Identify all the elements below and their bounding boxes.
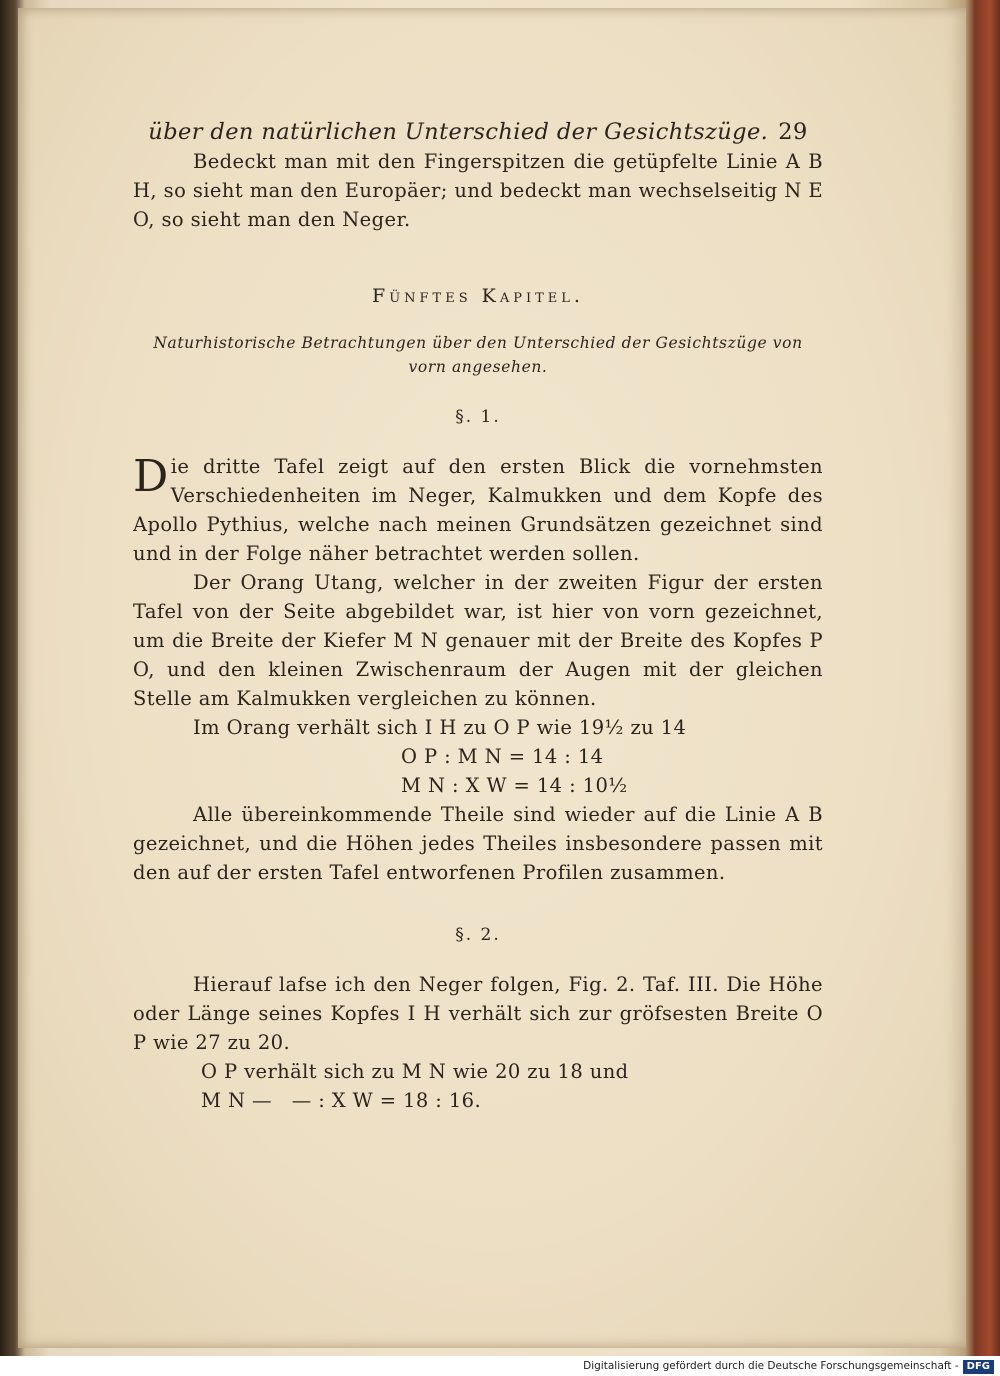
equation-1: Im Orang verhält sich I H zu O P wie 19½ zu 14: [193, 716, 687, 739]
paragraph-2: Der Orang Utang, welcher in der zweiten Figur der ersten Tafel von der Seite abgebildet war, ist hier von vorn gezeichnet, um die Breite der Kiefer M N genauer mit der Breite des Kopfes P O, und den kleinen Zwischenraum der Augen mit der gleichen Stelle am Kalmukken vergleichen zu können.: [133, 571, 823, 710]
section-heading-1: §. 1.: [455, 407, 501, 427]
footer-credit: Digitalisierung gefördert durch die Deutsche Forschungsgemeinschaft -: [583, 1360, 959, 1372]
book-page: [18, 8, 966, 1348]
chapter-title: Fünftes Kapitel.: [372, 285, 584, 307]
dfg-logo: DFG: [963, 1360, 994, 1374]
section-heading-2: §. 2.: [455, 925, 501, 945]
equation-2: O P : M N = 14 : 14: [401, 745, 604, 768]
paragraph-4: Hierauf lafse ich den Neger folgen, Fig. 2. Taf. III. Die Höhe oder Länge seines Kopfes I H verhält sich zur gröfsesten Breite O P wie 27 zu 20.: [133, 973, 823, 1054]
page-number: 29: [778, 119, 808, 145]
paragraph-3: Alle übereinkommende Theile sind wieder auf die Linie A B gezeichnet, und die Höhen jedes Theiles insbesondere passen mit den auf der ersten Tafel entworfenen Profilen zusammen.: [133, 803, 823, 884]
equation-4: O P verhält sich zu M N wie 20 zu 18 und: [201, 1060, 629, 1083]
page-text: [133, 118, 823, 1115]
paragraph-intro: Bedeckt man mit den Fingerspitzen die getüpfelte Linie A B H, so sieht man den Europäer; und bedeckt man wechselseitig N E O, so sieht man den Neger.: [133, 150, 823, 231]
footer-bar: [0, 1356, 1000, 1376]
chapter-subtitle: Naturhistorische Betrachtungen über den Unterschied der Gesichtszüge von vorn angesehen.: [153, 334, 803, 376]
paragraph-1: [133, 452, 823, 568]
equation-3: M N : X W = 14 : 10½: [401, 774, 628, 797]
paragraph-1-text: ie dritte Tafel zeigt auf den ersten Blick die vornehmsten Verschiedenheiten im Neger, Kalmukken und dem Kopfe des Apollo Pythius, welche nach meinen Grundsätzen gezeichnet sind und in der Folge näher betrachtet werden sollen.: [133, 455, 823, 565]
drop-cap: D: [133, 451, 169, 502]
running-head: [133, 118, 823, 147]
running-head-title: über den natürlichen Unterschied der Gesichtszüge.: [148, 119, 769, 145]
equation-5: M N — — : X W = 18 : 16.: [201, 1089, 482, 1112]
